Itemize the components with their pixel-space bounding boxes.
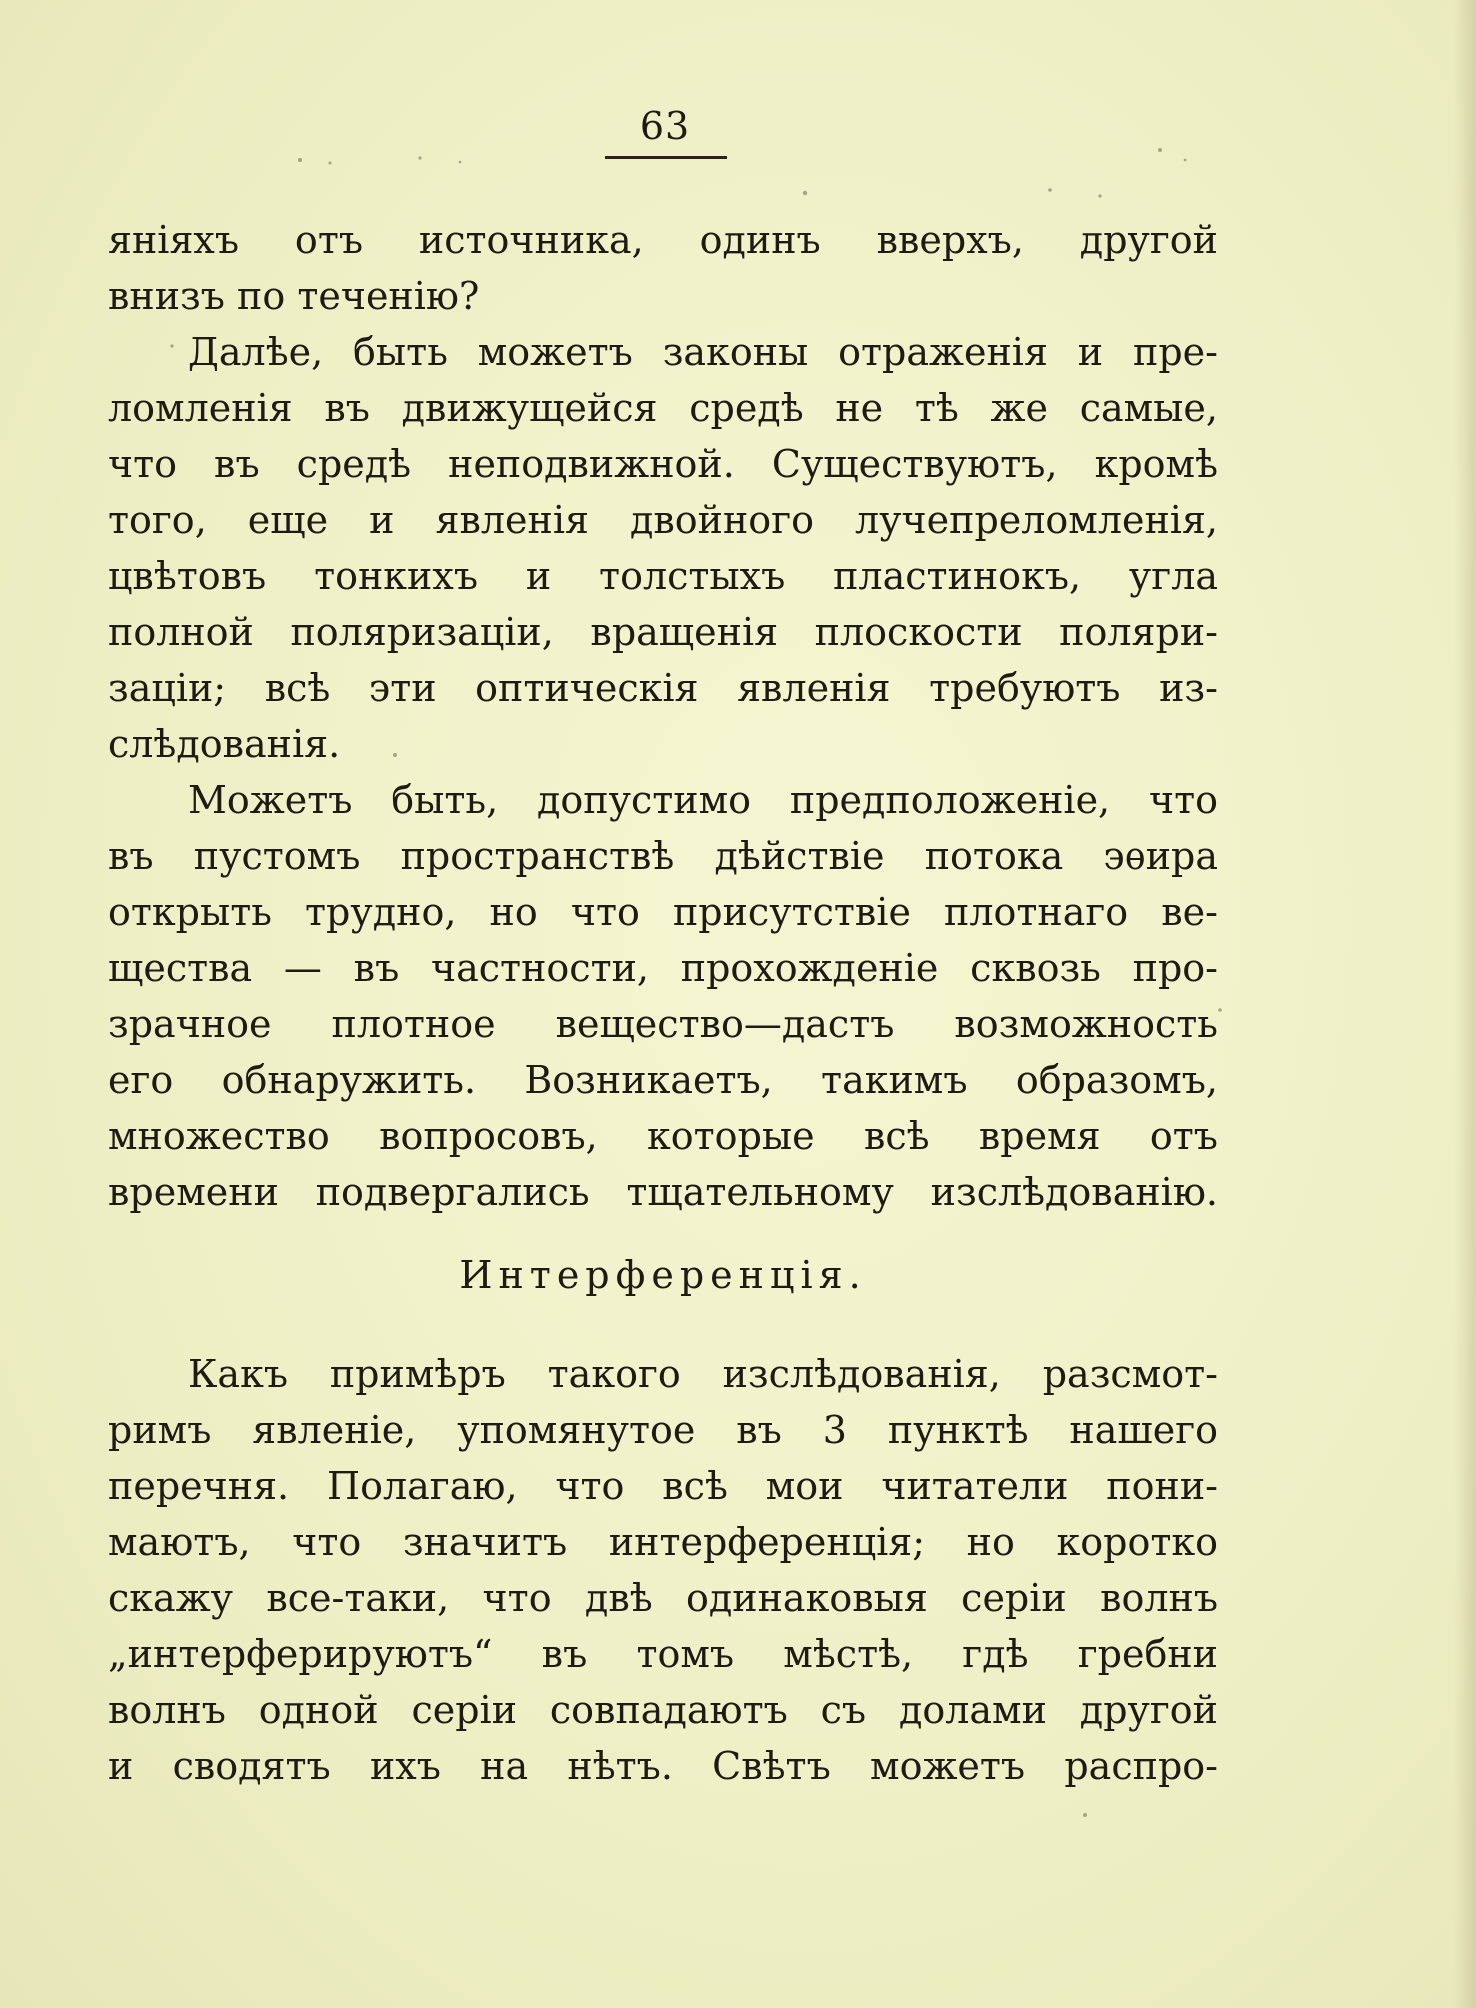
text-line: слѣдованія. [108,722,341,766]
body-text [108,212,1218,1794]
text-line: Можетъ быть, допустимо предположеніе, что [188,778,1218,822]
page-number-rule [605,156,727,159]
text-line: Далѣе, быть можетъ законы отраженія и пре- [188,330,1218,374]
text-line: что въ средѣ неподвижной. Существуютъ, кромѣ [108,442,1218,486]
text-line: скажу все-таки, что двѣ одинаковыя серіи волнъ [108,1576,1218,1620]
text-line: полной поляризаціи, вращенія плоскости поляри- [108,610,1218,654]
text-line: заціи; всѣ эти оптическія явленія требуютъ из- [108,666,1218,710]
text-line: волнъ одной серіи совпадаютъ съ долами другой [108,1688,1218,1732]
text-line: Какъ примѣръ такого изслѣдованія, разсмот- [188,1352,1218,1396]
text-line: яніяхъ отъ источника, одинъ вверхъ, другой [108,218,1218,262]
text-line: ломленія въ движущейся средѣ не тѣ же самые, [108,386,1218,430]
text-line: и сводятъ ихъ на нѣтъ. Свѣтъ можетъ распро- [108,1744,1218,1788]
section-heading: Интерференція. [459,1253,867,1297]
page-number: 63 [639,104,691,148]
text-line: цвѣтовъ тонкихъ и толстыхъ пластинокъ, угла [108,554,1218,598]
text-line: его обнаружить. Возникаетъ, такимъ образомъ, [108,1058,1218,1102]
text-line: перечня. Полагаю, что всѣ мои читатели пони- [108,1464,1218,1508]
heading-spacer [108,1330,1218,1346]
text-line: внизъ по теченію? [108,274,480,318]
text-line: времени подвергались тщательному изслѣдованію. [108,1170,1218,1214]
text-line: того, еще и явленія двойного лучепреломленія, [108,498,1218,542]
text-line: зрачное плотное вещество—дастъ возможность [108,1002,1218,1046]
text-line: римъ явленіе, упомянутое въ 3 пунктѣ нашего [108,1408,1218,1452]
text-line: множество вопросовъ, которые всѣ время отъ [108,1114,1218,1158]
text-line: щества — въ частности, прохожденіе сквозь про- [108,946,1218,990]
text-line: открыть трудно, но что присутствіе плотнаго ве- [108,890,1218,934]
text-line: „интерферируютъ“ въ томъ мѣстѣ, гдѣ гребни [108,1632,1218,1676]
text-line: въ пустомъ пространствѣ дѣйствіе потока эѳира [108,834,1218,878]
text-line: маютъ, что значитъ интерференція; но коротко [108,1520,1218,1564]
